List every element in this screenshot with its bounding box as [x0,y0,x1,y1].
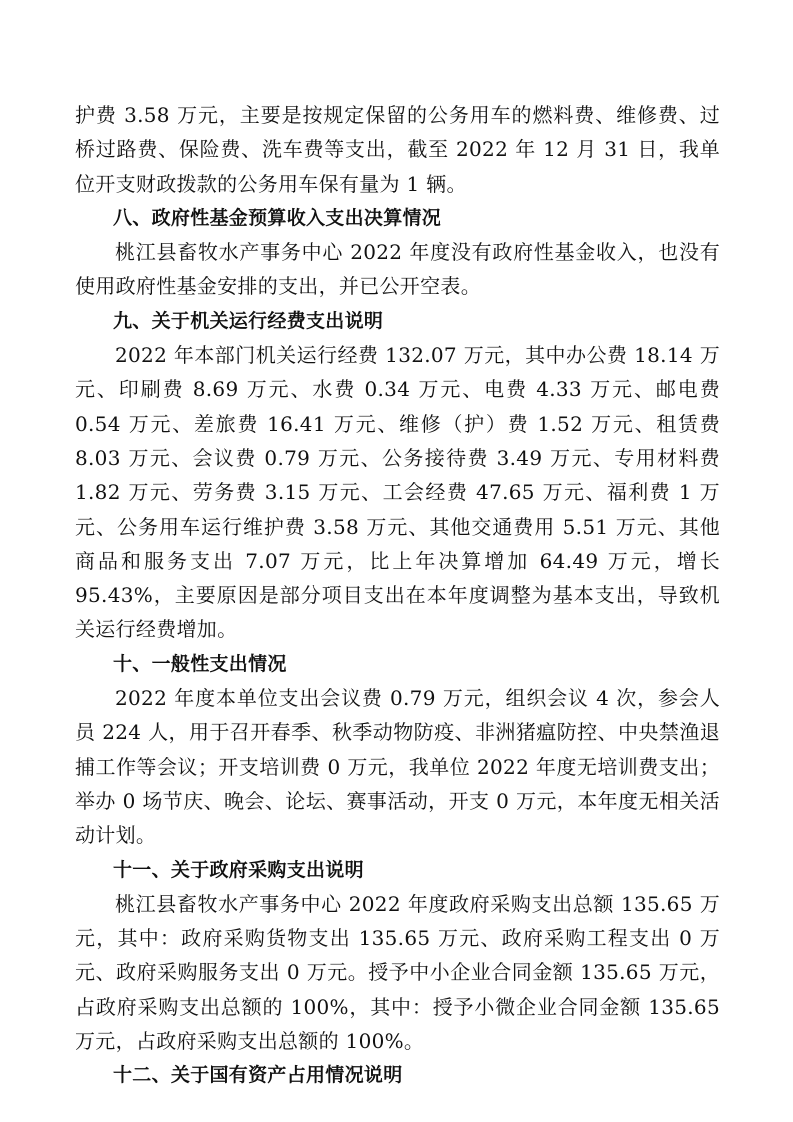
paragraph-operating-expenses: 2022 年本部门机关运行经费 132.07 万元，其中办公费 18.14 万元、印刷费 8.69 万元、水费 0.34 万元、电费 4.33 万元、邮电费 0.54 万元、差旅费 16.41 万元、维修（护）费 1.52 万元、租赁费 8.03 万元、会议费 0.79 万元、公务接待费 3.49 万元、专用材料费 1.82 万元、劳务费 3.15 万元、工会经费 47.65 万元、福利费 1 万元、公务用车运行维护费 3.58 万元、其他交通费用 5.51 万元、其他商品和服务支出 7.07 万元，比上年决算增加 64.49 万元，增长 95.43%，主要原因是部分项目支出在本年度调整为基本支出，导致机关运行经费增加。 [75,343,720,642]
section-heading-12: 十二、关于国有资产占用情况说明 [113,1064,403,1087]
paragraph-general-expenditure: 2022 年度本单位支出会议费 0.79 万元，组织会议 4 次，参会人员 224 人，用于召开春季、秋季动物防疫、非洲猪瘟防控、中央禁渔退捕工作等会议；开支培训费 0 万元，我单位 2022 年度无培训费支出；举办 0 场节庆、晚会、论坛、赛事活动，开支 0 万元，本年度无相关活动计划。 [75,686,720,848]
section-heading-10: 十、一般性支出情况 [113,652,287,675]
section-heading-8: 八、政府性基金预算收入支出决算情况 [113,206,442,229]
paragraph-procurement: 桃江县畜牧水产事务中心 2022 年度政府采购支出总额 135.65 万元，其中：政府采购货物支出 135.65 万元、政府采购工程支出 0 万元、政府采购服务支出 0 万元。授予中小企业合同金额 135.65 万元，占政府采购支出总额的 100%，其中：授予小微企业合同金额 135.65 万元，占政府采购支出总额的 100%。 [75,891,720,1054]
paragraph-government-fund: 桃江县畜牧水产事务中心 2022 年度没有政府性基金收入，也没有使用政府性基金安排的支出，并已公开空表。 [75,240,720,299]
section-heading-9: 九、关于机关运行经费支出说明 [113,309,384,332]
section-heading-11: 十一、关于政府采购支出说明 [113,858,364,881]
paragraph-vehicle-maintenance: 护费 3.58 万元，主要是按规定保留的公务用车的燃料费、维修费、过桥过路费、保险费、洗车费等支出，截至 2022 年 12 月 31 日，我单位开支财政拨款的公务用车保有量为 1 辆。 [75,103,720,196]
document-body [75,98,720,1093]
